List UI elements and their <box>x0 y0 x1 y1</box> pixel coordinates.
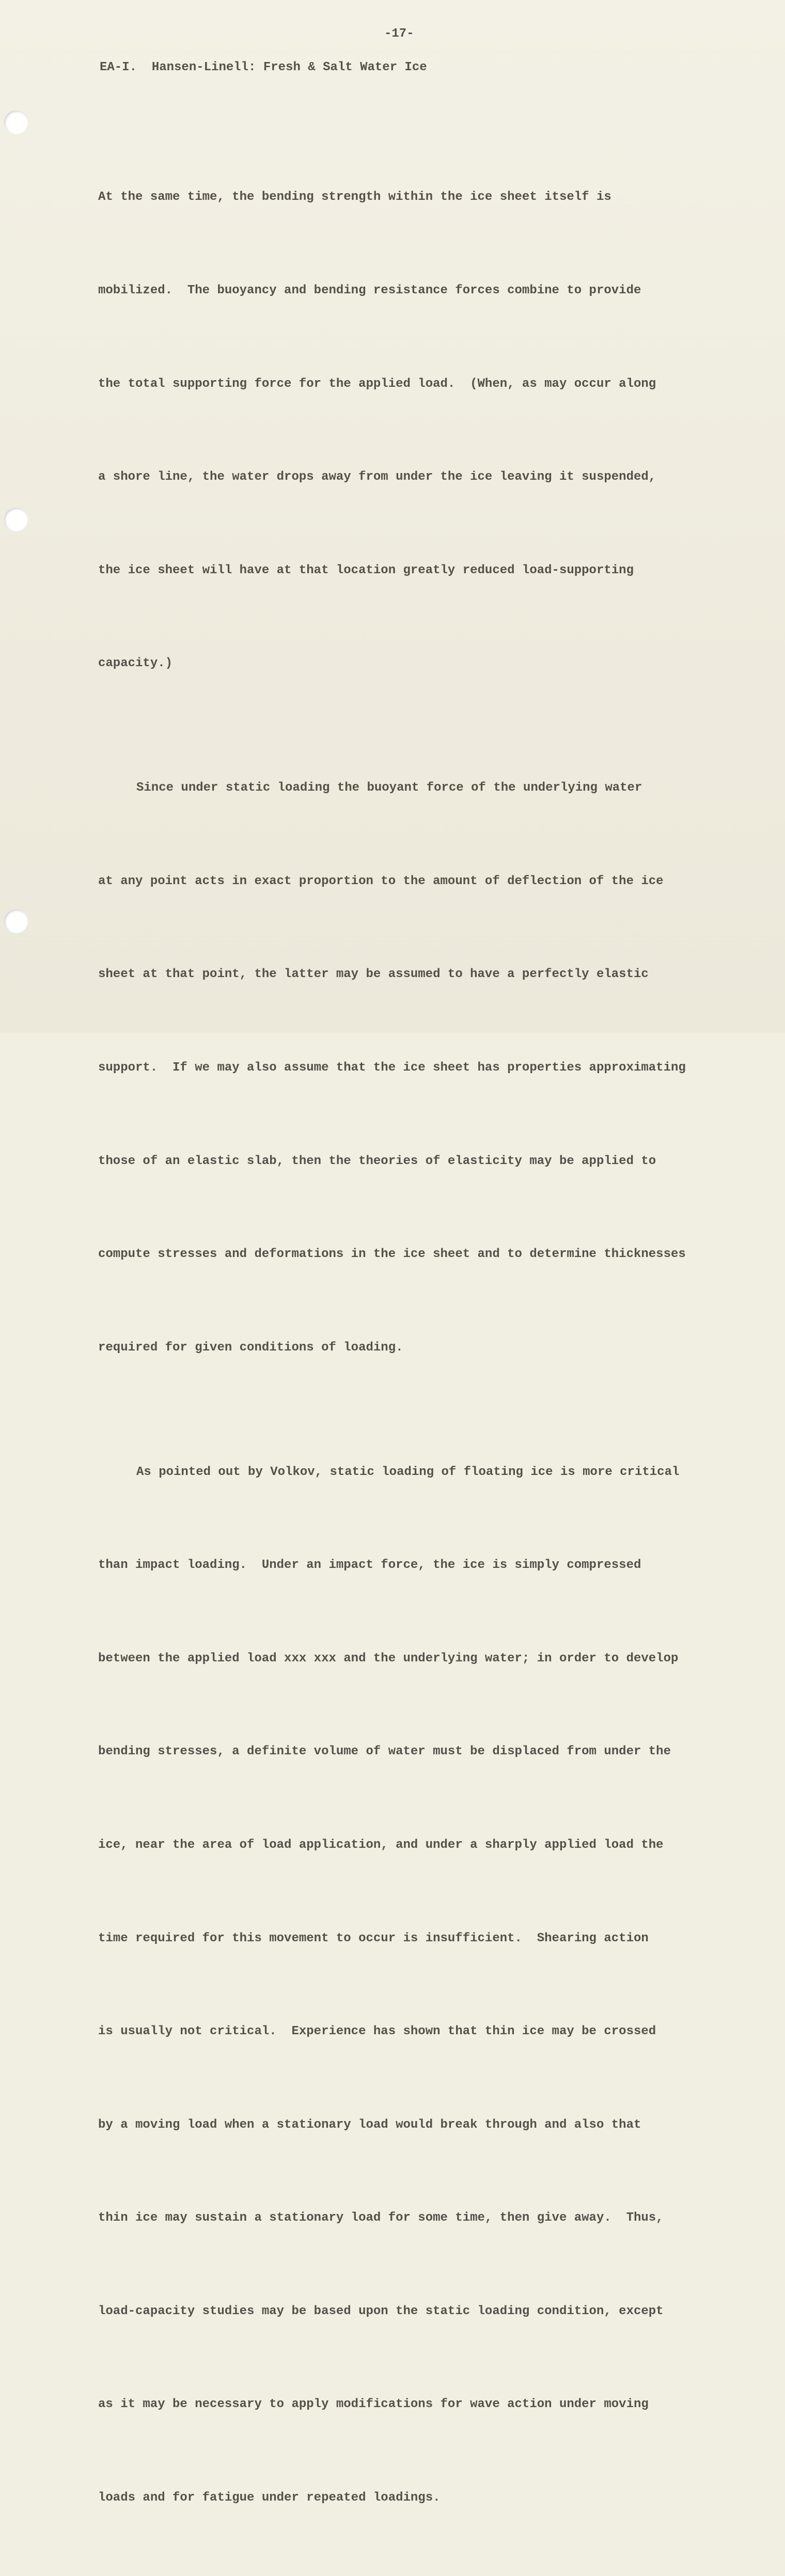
text-line: those of an elastic slab, then the theories of elasticity may be applied to <box>98 1154 656 1168</box>
text-line: compute stresses and deformations in the ice sheet and to determine thicknesses <box>98 1247 686 1262</box>
text-line: as it may be necessary to apply modifications for wave action under moving <box>98 2397 649 2412</box>
text-line: is usually not critical. Experience has shown that thin ice may be crossed <box>98 2024 656 2039</box>
body-text <box>98 120 686 2576</box>
text-line: the total supporting force for the applied load. (When, as may occur along <box>98 376 656 391</box>
page-number: -17- <box>384 27 414 41</box>
text-line: load-capacity studies may be based upon the static loading condition, except <box>98 2304 664 2318</box>
text-line: ice, near the area of load application, and under a sharply applied load the <box>98 1837 664 1852</box>
text-line: At the same time, the bending strength within the ice sheet itself is <box>98 190 611 205</box>
text-line: the ice sheet will have at that location greatly reduced load-supporting <box>98 563 634 577</box>
text-line: between the applied load xxx xxx and the underlying water; in order to develop <box>98 1651 679 1666</box>
text-line: a shore line, the water drops away from under the ice leaving it suspended, <box>98 470 656 484</box>
text-line: time required for this movement to occur is insufficient. Shearing action <box>98 1931 649 1945</box>
text-line: required for given conditions of loading. <box>98 1340 403 1355</box>
punch-hole <box>4 508 28 531</box>
punch-hole <box>4 111 28 134</box>
text-line: loads and for fatigue under repeated loadings. <box>98 2491 441 2505</box>
text-line: bending stresses, a definite volume of water must be displaced from under the <box>98 1745 671 1759</box>
text-line: capacity.) <box>98 656 173 671</box>
punch-hole <box>4 909 28 933</box>
text-line: thin ice may sustain a stationary load for some time, then give away. Thus, <box>98 2211 664 2225</box>
text-line: mobilized. The buoyancy and bending resistance forces combine to provide <box>98 284 641 297</box>
text-line: Since under static loading the buoyant force of the underlying water <box>136 781 642 795</box>
text-line: support. If we may also assume that the ice sheet has properties approximating <box>98 1060 686 1075</box>
text-line: by a moving load when a stationary load would break through and also that <box>98 2117 641 2132</box>
text-line: at any point acts in exact proportion to the amount of deflection of the ice <box>98 874 664 888</box>
running-header: EA-I. Hansen-Linell: Fresh & Salt Water Ice <box>100 60 427 74</box>
text-line: sheet at that point, the latter may be assumed to have a perfectly elastic <box>98 967 649 982</box>
text-line: As pointed out by Volkov, static loading of floating ice is more critical <box>136 1465 680 1479</box>
text-line: than impact loading. Under an impact force, the ice is simply compressed <box>98 1558 641 1573</box>
